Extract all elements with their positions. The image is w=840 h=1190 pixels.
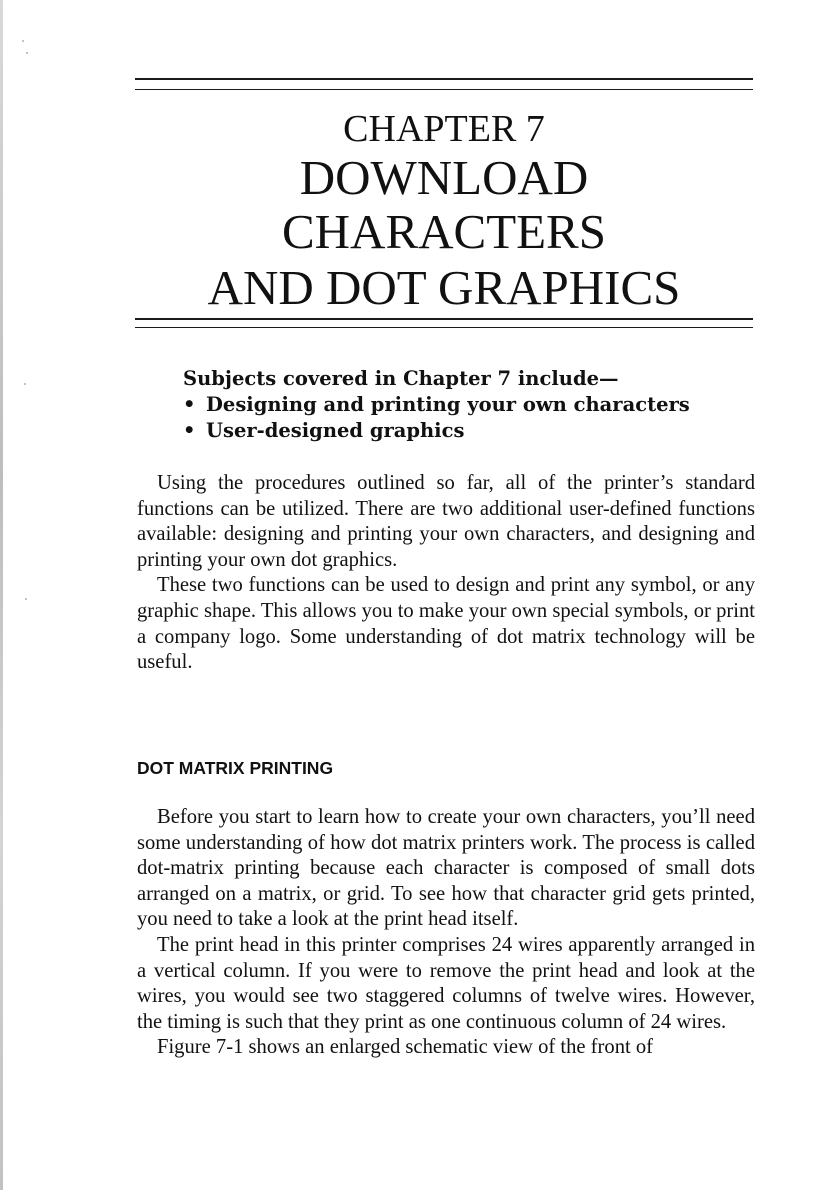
- section-heading: DOT MATRIX PRINTING: [137, 758, 334, 778]
- intro-paragraph-2: These two functions can be used to design and print any symbol, or any graphic shape. This allows you to make your own special symbols, or print a company logo. Some understanding of dot matrix technology will be useful.: [137, 574, 755, 674]
- chapter-title-line-2: CHARACTERS: [281, 204, 606, 259]
- chapter-title-line-3: AND DOT GRAPHICS: [207, 260, 681, 315]
- section-paragraph-2: The print head in this printer comprises 24 wires apparently arranged in a vertical column. If you were to remove the print head and look at the wires, you would see two staggered columns of twelve wires. However, the timing is such that they print as one continuous column of 24 wires.: [137, 933, 755, 1033]
- subjects-list: [183, 366, 763, 444]
- subject-item-text: User-designed graphics: [206, 419, 465, 442]
- bottom-rule-upper: [135, 318, 753, 320]
- top-rule-upper: [135, 78, 753, 80]
- bottom-rule-lower: [135, 327, 753, 328]
- scan-speck: [22, 40, 24, 42]
- page-binding-edge: [0, 0, 3, 1190]
- subject-item-text: Designing and printing your own characters: [206, 393, 690, 416]
- top-rule-lower: [135, 89, 753, 90]
- scan-speck: [24, 383, 26, 385]
- section-paragraph-1: Before you start to learn how to create your own characters, you’ll need some understanding of how dot matrix printers work. The process is called dot-matrix printing because each character is composed of small dots arranged on a matrix, or grid. To see how that character grid gets printed, you need to take a look at the print head itself.: [137, 806, 755, 931]
- subjects-intro: Subjects covered in Chapter 7 include—: [183, 367, 619, 390]
- chapter-title-line-1: DOWNLOAD: [299, 150, 589, 205]
- scan-speck: [26, 52, 28, 54]
- bullet-icon: •: [183, 419, 196, 442]
- list-item: [183, 418, 763, 444]
- intro-paragraph-1: Using the procedures outlined so far, all of the printer’s standard functions can be utilized. There are two additional user-defined functions available: designing and printing your own characters, and designing and printing your own dot graphics.: [137, 472, 755, 571]
- chapter-label: CHAPTER 7: [343, 108, 545, 150]
- section-text: [137, 805, 755, 1061]
- intro-text: [137, 471, 755, 676]
- section-paragraph-3: Figure 7-1 shows an enlarged schematic view of the front of: [157, 1036, 654, 1059]
- list-item: [183, 392, 763, 418]
- bullet-icon: •: [183, 393, 196, 416]
- chapter-heading: [135, 108, 753, 315]
- scan-speck: [25, 598, 27, 600]
